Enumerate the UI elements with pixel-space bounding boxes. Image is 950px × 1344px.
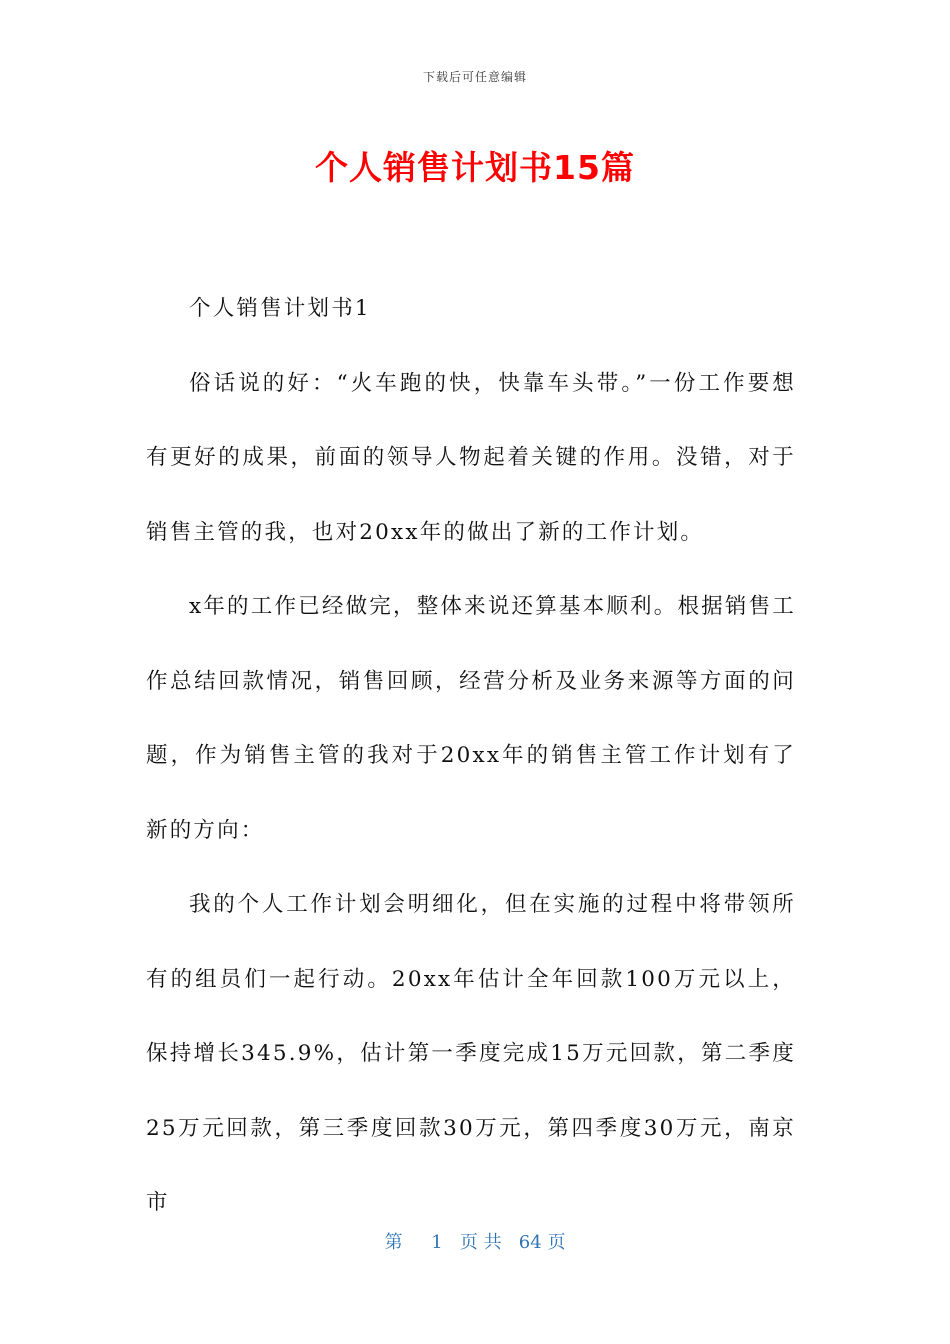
paragraph-1: 俗话说的好：“火车跑的快，快靠车头带。”一份工作要想有更好的成果，前面的领导人物起着关键的作用。没错，对于销售主管的我，也对20xx年的做出了新的工作计划。 bbox=[146, 370, 796, 545]
section-heading: 个人销售计划书1 bbox=[189, 296, 371, 321]
footer-total-pages: 64 bbox=[518, 1232, 542, 1253]
header-note: 下载后可任意编辑 bbox=[422, 70, 527, 84]
paragraph-2: x年的工作已经做完，整体来说还算基本顺利。根据销售工作总结回款情况，销售回顾，经营分析及业务来源等方面的问题，作为销售主管的我对于20xx年的销售主管工作计划有了新的方向： bbox=[146, 594, 796, 843]
footer-suffix: 页 bbox=[547, 1232, 566, 1253]
document-title: 个人销售计划书15篇 bbox=[315, 148, 635, 187]
footer-prefix: 第 bbox=[384, 1232, 403, 1253]
footer-current-page: 1 bbox=[431, 1232, 443, 1253]
paragraph-3: 我的个人工作计划会明细化，但在实施的过程中将带领所有的组员们一起行动。20xx年估计全年回款100万元以上，保持增长345.9%，估计第一季度完成15万元回款，第二季度25万元回款，第三季度回款30万元，第四季度30万元，南京市 bbox=[146, 892, 796, 1215]
document-body bbox=[146, 272, 796, 1241]
footer-middle: 页 共 bbox=[459, 1232, 502, 1253]
page-footer bbox=[0, 1228, 950, 1254]
